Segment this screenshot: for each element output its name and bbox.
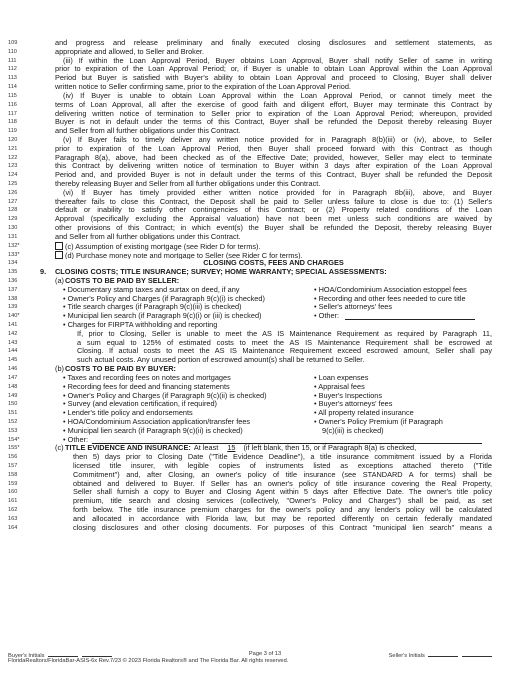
body-text: Buyer is not in default under the terms of this Contract, Buyer shall be refunded the Deposit thereby releasing Buyer	[55, 118, 492, 127]
line-number: 145	[8, 357, 18, 364]
text-line	[0, 418, 530, 427]
body-text: prior to expiration of the Loan Approval Period; or, if Buyer is unable to obtain Loan Approval within the Loan Approval	[55, 65, 492, 74]
line-number: 134	[8, 260, 18, 267]
checkbox-label: (c) Assumption of existing mortgage (see Rider D for terms).	[65, 241, 261, 251]
text-line	[0, 57, 530, 66]
line-number: 151	[8, 410, 18, 417]
body-text: other provisions of this Contract; in which event(s) the Buyer shall be refunded the Deposit, thereby releasing Buyer	[55, 224, 492, 233]
text-line	[0, 92, 530, 101]
text-line	[0, 215, 530, 224]
text-line	[0, 409, 530, 418]
line-number: 155*	[8, 445, 20, 452]
text-line	[0, 444, 530, 453]
line-number: 135	[8, 269, 18, 276]
checkbox-option	[55, 242, 492, 251]
line-number: 128	[8, 207, 18, 214]
text-line	[0, 206, 530, 215]
text-line	[0, 242, 530, 251]
cost-item: • Lender's title policy and endorsements	[63, 409, 193, 418]
line-number: 146	[8, 366, 18, 373]
text-line	[0, 48, 530, 57]
text-line	[0, 471, 530, 480]
text-line	[0, 286, 530, 295]
text-line	[0, 251, 530, 260]
body-text: delivering written notice of termination to Seller prior to expiration of the Loan Approval Period; whereupon, provided	[55, 109, 492, 118]
text-line	[0, 488, 530, 497]
line-number: 125	[8, 181, 18, 187]
paragraph-heading	[40, 268, 492, 277]
line-number: 157	[8, 463, 18, 469]
line-number: 117	[8, 110, 17, 117]
cost-item: • Owner's Policy Premium (if Paragraph	[314, 417, 443, 426]
text-line	[0, 392, 530, 401]
text-line	[0, 189, 530, 198]
body-text: (iii) If within the Loan Approval Period, Buyer obtains Loan Approval, Buyer shall notify Seller of same in writing	[63, 56, 492, 65]
line-number: 120	[8, 136, 18, 143]
text-line	[0, 198, 530, 207]
cost-item: • Loan expenses	[314, 373, 369, 382]
body-text: Commitment") and, after Closing, an owner's policy of title insurance (see STANDARD A for terms) shall be	[73, 470, 492, 479]
body-text: Period but Buyer is satisfied with Buyer's ability to obtain Loan Approval and proceed to Closing, Buyer shall deliver	[55, 74, 492, 83]
body-text: terms of Loan Approval, all after the exercise of good faith and diligent effort, Buyer may terminate this Contract by	[55, 100, 492, 109]
text-line	[0, 268, 530, 277]
text-line	[0, 224, 530, 233]
cost-item: • Municipal lien search (if Paragraph 9(c)(i) or (iii) is checked)	[63, 312, 262, 321]
line-number: 164	[8, 524, 18, 531]
subsection-title: COSTS TO BE PAID BY BUYER:	[65, 365, 176, 374]
line-number: 118	[8, 119, 17, 126]
body-text: Period and, and provided Buyer is not in default under the terms of this Contract, Buyer shall be refunded the Deposit	[55, 171, 492, 180]
seller-initials-label: Seller's Initials	[388, 653, 425, 659]
paragraph-title: CLOSING COSTS; TITLE INSURANCE; SURVEY; HOME WARRANTY; SPECIAL ASSESSMENTS:	[55, 268, 387, 277]
cost-item: • Documentary stamp taxes and surtax on deed, if any	[63, 285, 240, 294]
body-text: At least	[193, 444, 219, 453]
line-number: 114	[8, 84, 17, 91]
body-text: Approval (specifically excluding the Appraisal valuation) have not been met unless such conditions are waived by	[55, 215, 492, 224]
text-line	[0, 347, 530, 356]
text-line	[0, 136, 530, 145]
line-number: 123	[8, 163, 18, 170]
text-line	[0, 356, 530, 365]
text-line	[0, 480, 530, 489]
line-number: 161	[8, 498, 18, 505]
body-text: thereafter fails to close this Contract, the Deposit shall be paid to Seller unless failure to close is due to: (1) Seller's	[55, 197, 492, 206]
cost-item: • Other:	[63, 435, 89, 444]
body-text: prior to expiration of the Loan Approval Period, then Buyer shall proceed forward with this Contract as though	[55, 144, 492, 153]
cost-item: • Recording and other fees needed to cure title	[314, 294, 466, 303]
body-text: premium, title search and closing services (collectively, "Owner's Policy and Charges") shall be paid, as set	[73, 497, 492, 506]
subsection-label: (b)	[55, 365, 64, 374]
line-number: 154*	[8, 436, 20, 443]
line-number: 115	[8, 92, 17, 99]
text-line	[0, 74, 530, 83]
cost-item: • Other:	[314, 312, 340, 321]
body-text: closing disclosures and other closing documents. For purposes of this Contract "municipal lien search" means a	[73, 523, 492, 532]
text-line	[0, 374, 530, 383]
subsection-title: TITLE EVIDENCE AND INSURANCE:	[65, 444, 191, 453]
text-line	[0, 180, 530, 189]
text-line	[0, 110, 530, 119]
subsection-label: (a)	[55, 276, 64, 285]
checkbox-label: (d) Purchase money note and mortgage to Seller (see Rider C for terms).	[65, 250, 303, 260]
subsection-heading	[55, 277, 492, 286]
text-line	[0, 295, 530, 304]
line-number: 109	[8, 40, 18, 46]
text-line	[0, 39, 530, 48]
line-number: 137	[8, 286, 18, 293]
line-number: 138	[8, 295, 18, 302]
text-line	[0, 154, 530, 163]
days-field[interactable]: 15	[227, 444, 236, 453]
line-number: 130	[8, 225, 18, 232]
text-line	[0, 400, 530, 409]
line-number: 110	[8, 48, 17, 55]
other-blank[interactable]	[345, 312, 475, 320]
text-line	[0, 462, 530, 471]
cost-item: • HOA/Condominium Association application/transfer fees	[63, 417, 251, 426]
line-number: 136	[8, 277, 18, 284]
text-line	[0, 436, 530, 445]
body-text: thereby releasing Buyer and Seller from all further obligations under this Contract.	[55, 180, 321, 188]
line-number: 126	[8, 189, 18, 196]
subsection-heading	[55, 365, 492, 374]
text-line	[0, 506, 530, 515]
line-number: 144	[8, 348, 18, 355]
cost-item: • Buyer's Inspections	[314, 391, 383, 400]
text-line	[0, 330, 530, 339]
text-line	[0, 101, 530, 110]
subsection-title: COSTS TO BE PAID BY SELLER:	[65, 276, 180, 285]
body-text: Seller shall furnish a copy to Buyer and Closing Agent within 5 days after Effective Date. The owner's title policy	[73, 488, 492, 497]
line-number: 159	[8, 480, 18, 487]
line-number: 152	[8, 418, 18, 425]
line-number: 112	[8, 66, 17, 73]
text-line	[0, 145, 530, 154]
body-text: appropriate and allowed, to Seller and Broker.	[55, 47, 205, 56]
line-number: 163	[8, 515, 18, 522]
text-line	[0, 65, 530, 74]
text-line	[0, 259, 530, 268]
text-line	[0, 339, 530, 348]
text-line	[0, 524, 530, 533]
body-text: (if left blank, then 15, or if Paragraph 8(a) is checked,	[243, 444, 417, 453]
text-line	[0, 365, 530, 374]
text-line	[0, 162, 530, 171]
line-number: 153	[8, 427, 18, 434]
cost-item: • Survey (and elevation certification, if required)	[63, 400, 218, 409]
cost-item: • Taxes and recording fees on notes and mortgages	[63, 373, 231, 382]
section-heading: CLOSING COSTS, FEES AND CHARGES	[203, 259, 344, 268]
checkbox[interactable]	[55, 251, 63, 259]
body-text: If, prior to Closing, Seller is unable to meet the AS IS Maintenance Requirement as required by Paragraph 11,	[77, 329, 492, 338]
text-line	[0, 453, 530, 462]
line-number: 162	[8, 507, 18, 514]
form-identifier: FloridaRealtors/FloridaBar-ASIS-6x Rev.7/23 © 2023 Florida Realtors® and The Florida Bar. All rights reserved.	[8, 658, 289, 664]
text-line	[0, 515, 530, 524]
line-number: 122	[8, 154, 18, 161]
subsection-heading	[55, 444, 492, 453]
cost-item: 9(c)(iii) is checked)	[322, 426, 384, 435]
line-number: 141	[8, 322, 18, 328]
line-number: 113	[8, 75, 17, 82]
cost-item: • Owner's Policy and Charges (if Paragraph 9(c)(ii) is checked)	[63, 391, 267, 400]
body-text: this Contract by delivering written notice of termination to Buyer within 3 days after expiration of the Loan Approval	[55, 162, 492, 171]
body-text: Closing. If actual costs to meet the AS IS Maintenance Requirement exceed escrowed amount, Seller shall pay	[77, 347, 492, 356]
body-text: and Seller from all further obligations under this Contract.	[55, 127, 241, 136]
body-text: written notice to Seller confirming same, prior to the expiration of the Loan Approval Period.	[55, 83, 351, 92]
body-text: (vi) If Buyer has timely provided either written notice provided for in Paragraph 8b(iii), above, and Buyer	[63, 188, 492, 197]
body-text: licensed title insurer, with legible copies of instruments listed as exceptions attached thereto ("Title	[73, 462, 492, 470]
text-line	[0, 427, 530, 436]
other-blank[interactable]	[92, 436, 482, 444]
cost-item: • All property related insurance	[314, 409, 414, 418]
line-number: 121	[8, 145, 18, 152]
body-text: (v) If Buyer fails to timely deliver any written notice provided for in Paragraph 8(b)(iii) or (iv), above, to Seller	[63, 135, 492, 144]
text-line	[0, 127, 530, 136]
text-line	[0, 277, 530, 286]
line-number: 147	[8, 374, 18, 381]
line-number: 158	[8, 471, 18, 478]
body-text: such actual costs. Any unused portion of escrowed amount(s) shall be returned to Seller.	[77, 356, 365, 365]
line-number: 119	[8, 128, 17, 135]
line-number: 142	[8, 330, 18, 337]
text-line	[0, 383, 530, 392]
cost-item: • Seller's attorneys' fees	[314, 303, 393, 312]
cost-item: • Buyer's attorneys' fees	[314, 400, 393, 409]
body-text: a sum equal to 125% of estimated costs to meet the AS IS Maintenance Requirement shall be escrowed at	[77, 338, 492, 347]
body-text: (iv) If Buyer is unable to obtain Loan Approval within the Loan Approval Period, or cannot timely meet the	[63, 91, 492, 100]
text-line	[0, 312, 530, 321]
text-line	[0, 171, 530, 180]
body-text: then 5) days prior to Closing Date ("Title Evidence Deadline"), a title insurance commitment issued by a Florida	[73, 453, 492, 462]
line-number: 124	[8, 172, 18, 179]
body-text: and allocated in accordance with Florida law, but may be reported differently on certain federally mandated	[73, 514, 492, 523]
line-number: 156	[8, 454, 18, 461]
cost-item: • Title search charges (if Paragraph 9(c)(iii) is checked)	[63, 303, 242, 312]
buyer-initials-label: Buyer's Initials	[8, 653, 45, 659]
line-number: 143	[8, 339, 18, 346]
subsection-label: (c)	[55, 444, 64, 453]
page-number: Page 3 of 13	[248, 651, 282, 657]
cost-item: • Appraisal fees	[314, 382, 365, 391]
text-line	[0, 321, 530, 330]
line-number: 148	[8, 383, 18, 390]
seller-initials-blank-2[interactable]	[462, 651, 492, 657]
text-line	[0, 83, 530, 92]
line-number: 139	[8, 304, 18, 311]
body-text: and Seller from all further obligations under this Contract.	[55, 232, 241, 241]
body-text: and progress and release preliminary and finally executed closing disclosures and settlement statements, as	[55, 39, 492, 47]
line-number: 149	[8, 392, 18, 399]
line-number: 111	[8, 57, 17, 64]
text-line	[0, 118, 530, 127]
body-text: Paragraph 8(a), above, had been checked as of the Effective Date; provided, however, Seller may elect to terminate	[55, 153, 492, 162]
body-text: obtained and delivered to Buyer. If Seller has an owner's policy of title insurance covering the Real Property,	[73, 479, 492, 488]
paragraph-number: 9.	[40, 268, 47, 277]
checkbox-option	[55, 251, 492, 260]
line-number: 132*	[8, 242, 20, 249]
text-line	[0, 233, 530, 242]
text-line	[0, 497, 530, 506]
checkbox[interactable]	[55, 242, 63, 250]
line-number: 160	[8, 489, 18, 496]
text-line	[0, 303, 530, 312]
seller-initials-blank[interactable]	[428, 651, 458, 657]
cost-item: • Recording fees for deed and financing statements	[63, 382, 230, 391]
line-number: 127	[8, 198, 18, 205]
cost-item: • Owner's Policy and Charges (if Paragraph 9(c)(i) is checked)	[63, 294, 265, 303]
cost-item: • Municipal lien search (if Paragraph 9(c)(ii) is checked)	[63, 426, 243, 435]
line-number: 129	[8, 216, 18, 223]
line-number: 131	[8, 233, 18, 240]
cost-item: • HOA/Condominium Association estoppel fees	[314, 285, 467, 294]
line-number: 116	[8, 101, 17, 108]
line-number: 140*	[8, 313, 20, 320]
cost-item: • Charges for FIRPTA withholding and reporting	[63, 321, 218, 329]
body-text: default or inability to satisfy other contingencies of this Contract; or (2) Property related conditions of the Loan	[55, 206, 492, 215]
line-number: 133*	[8, 251, 20, 258]
body-text: forth below. The title insurance premium charges for the owner's policy and any lender's policy will be calculated	[73, 506, 492, 515]
line-number: 150	[8, 401, 18, 408]
